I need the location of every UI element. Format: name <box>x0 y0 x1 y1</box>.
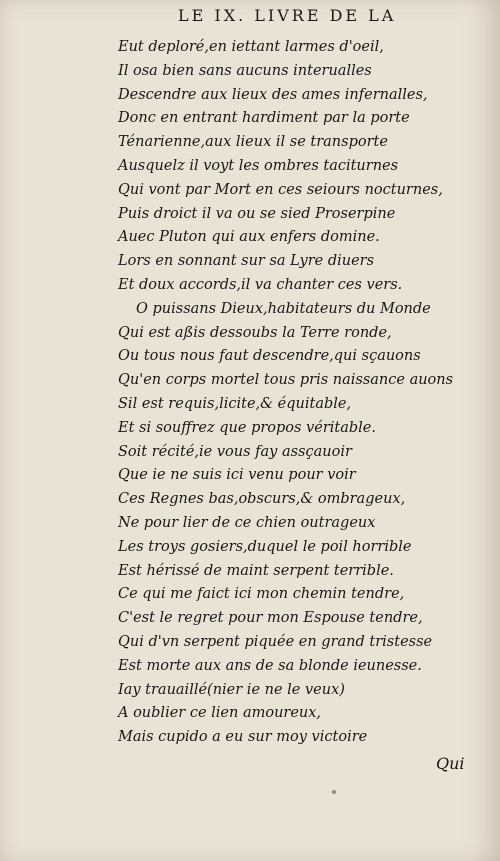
verse-line: Qui vont par Mort en ces seiours nocturnes, <box>118 181 443 198</box>
verse-line: Descendre aux lieux des ames infernalles, <box>118 86 428 103</box>
verse-block <box>118 36 454 750</box>
verse-line: Soit récité,ie vous fay assçauoir <box>118 443 352 460</box>
verse-line: Eut deploré,en iettant larmes d'oeil, <box>118 39 384 55</box>
verse-line: Donc en entrant hardiment par la porte <box>118 110 410 127</box>
verse-line: Qui est aßis dessoubs la Terre ronde, <box>118 324 392 341</box>
verse-line: Qu'en corps mortel tous pris naissance auons <box>118 372 454 389</box>
verse-line: Lors en sonnant sur sa Lyre diuers <box>118 253 375 270</box>
verse-line: Puis droict il va ou se sied Proserpine <box>118 205 396 222</box>
verse-line: C'est le regret pour mon Espouse tendre, <box>118 610 423 627</box>
verse-line: Mais cupido a eu sur moy victoire <box>118 729 368 746</box>
verse-line: A oublier ce lien amoureux, <box>118 705 322 722</box>
verse-line: Et doux accords,il va chanter ces vers. <box>118 276 403 293</box>
verse-line: Il osa bien sans aucuns interualles <box>118 62 372 79</box>
verse-line: Qui d'vn serpent piquée en grand tristesse <box>118 633 433 650</box>
verse-line: Ténarienne,aux lieux il se transporte <box>118 134 388 151</box>
verse-line: Et si souffrez que propos véritable. <box>118 419 376 436</box>
verse-line: Ne pour lier de ce chien outrageux <box>118 514 376 531</box>
verse-line: Iay trauaillé(nier ie ne le veux) <box>118 681 345 698</box>
verse-line: Est hérissé de maint serpent terrible. <box>118 562 394 579</box>
verse-line: Ces Regnes bas,obscurs,& ombrageux, <box>118 491 406 508</box>
verse-line: Les troys gosiers,duquel le poil horrible <box>118 538 412 555</box>
verse-line: Ce qui me faict ici mon chemin tendre, <box>118 586 405 603</box>
verse-line: Que ie ne suis ici venu pour voir <box>118 467 356 484</box>
catchword: Qui <box>436 754 465 773</box>
verse-line: Ou tous nous faut descendre,qui sçauons <box>118 348 421 365</box>
running-head: LE IX. LIVRE DE LA <box>178 6 397 25</box>
verse-line: Est morte aux ans de sa blonde ieunesse. <box>118 657 422 674</box>
verse-line: Auec Pluton qui aux enfers domine. <box>118 229 380 246</box>
verse-line: Sil est requis,licite,& équitable, <box>118 395 352 412</box>
verse-line: Ausquelz il voyt les ombres taciturnes <box>118 157 399 174</box>
ink-speck <box>332 790 336 794</box>
verse-line: O puissans Dieux,habitateurs du Monde <box>136 300 431 317</box>
